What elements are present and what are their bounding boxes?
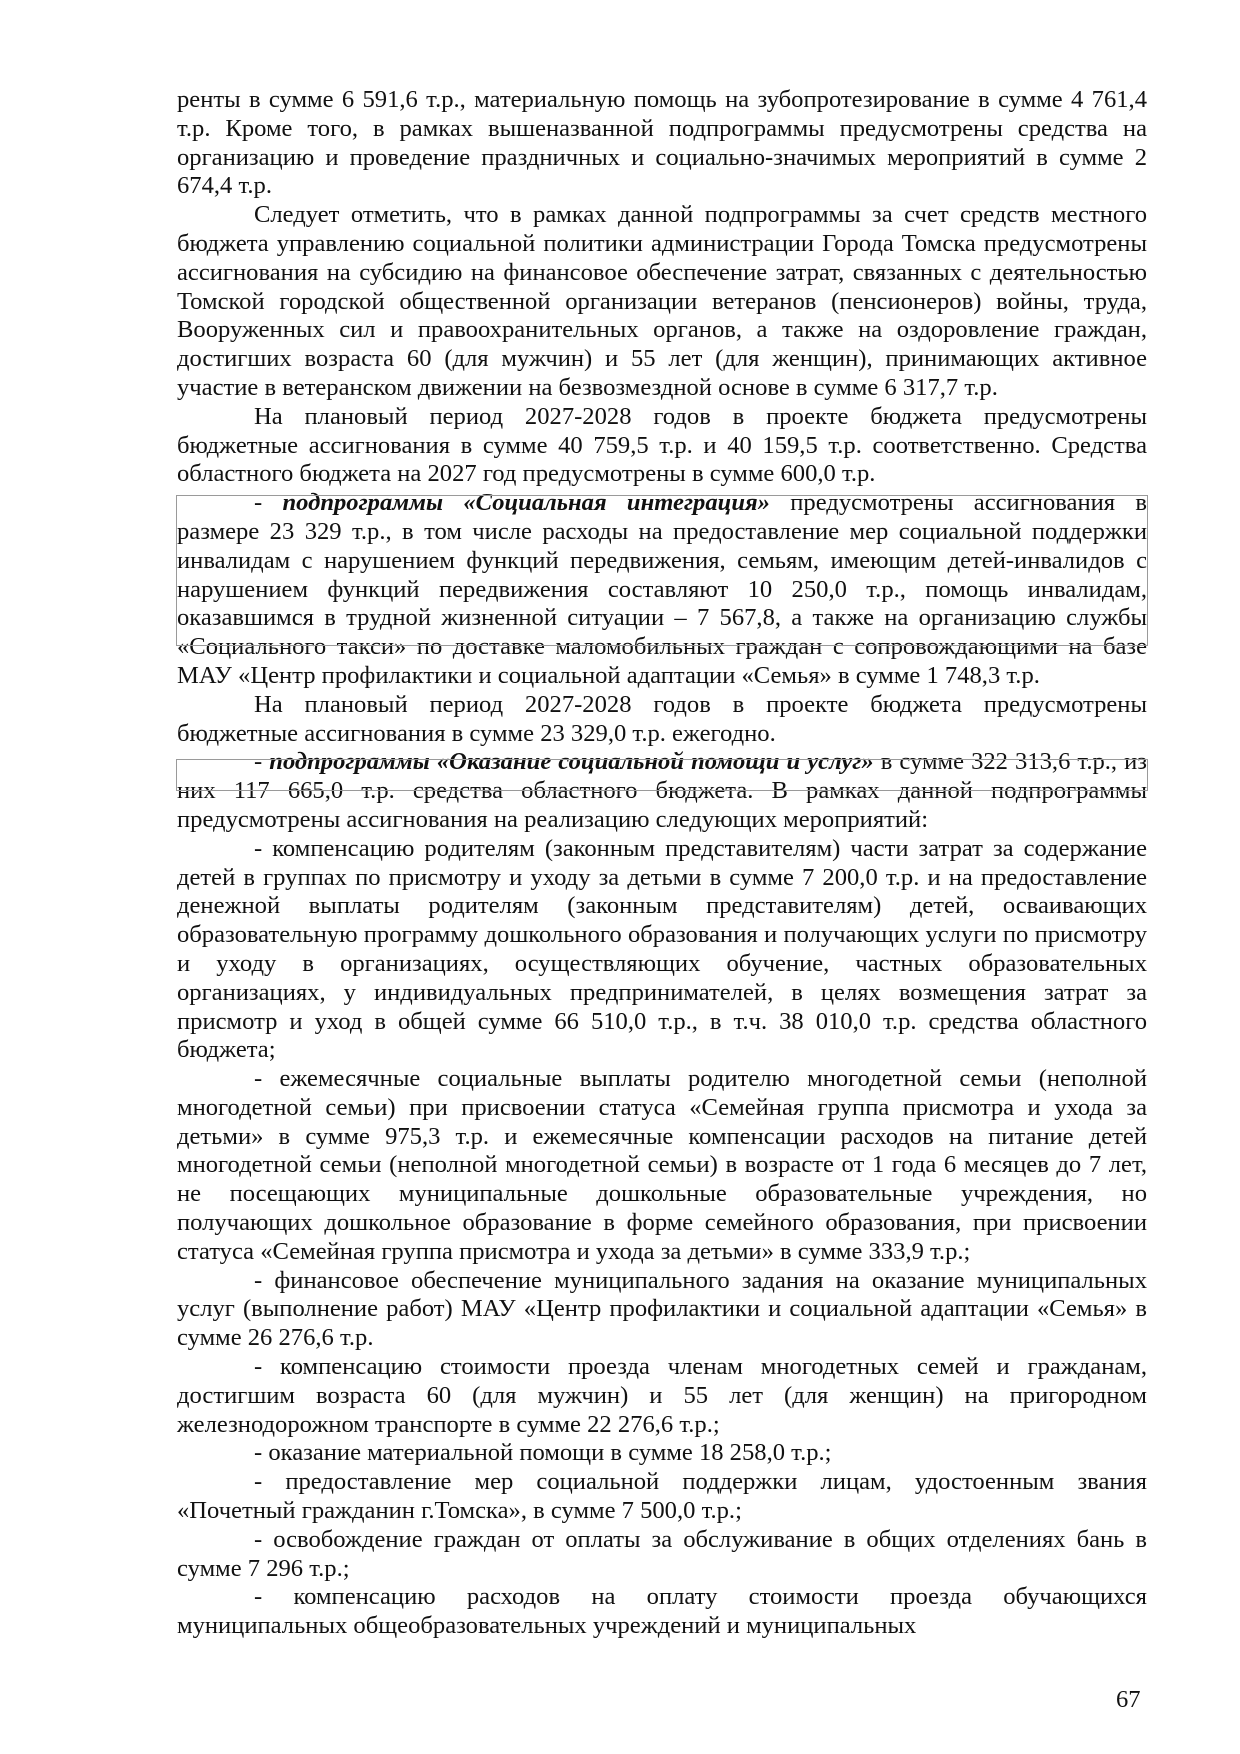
paragraph-text: в сумме 322 313,6 т.р., из них 117 665,0 т.р. средства областного бюджета. В рамках данной подпрограммы предусмотрены ассигнования на реализацию следующих мероприятий: bbox=[177, 748, 1148, 833]
subprogram-title-social-integration: подпрограммы «Социальная интеграция» bbox=[282, 489, 770, 517]
page-number: 67 bbox=[1116, 1686, 1141, 1713]
list-dash: - bbox=[254, 489, 283, 517]
list-item: - компенсацию родителям (законным представителям) части затрат за содержание детей в группах по присмотру и уходу за детьми в сумме 7 200,0 т.р. и на предоставление денежной выплаты родителям (законным представителям) детей, осваивающих образовательную программу дошкольного образования и получающих услуги по присмотру и уходу в организациях, осуществляющих обучение, частных образовательных организациях, у индивидуальных предпринимателей, в целях возмещения затрат за присмотр и уход в общей сумме 66 510,0 т.р., в т.ч. 38 010,0 т.р. средства областного бюджета; bbox=[177, 834, 1147, 1064]
paragraph-1: ренты в сумме 6 591,6 т.р., материальную помощь на зубопротезирование в сумме 4 761,4 т.р. Кроме того, в рамках вышеназванной подпрограммы предусмотрены средства на организацию и проведение праздничных и социально-значимых мероприятий в сумме 2 674,4 т.р. bbox=[177, 86, 1147, 200]
paragraph-social-integration bbox=[177, 489, 1147, 691]
list-dash: - bbox=[254, 748, 270, 776]
list-item: - компенсацию расходов на оплату стоимости проезда обучающихся муниципальных общеобразовательных учреждений и муниципальных bbox=[177, 1583, 1147, 1640]
list-item: - компенсацию стоимости проезда членам многодетных семей и гражданам, достигшим возраста 60 (для мужчин) и 55 лет (для женщин) на пригородном железнодорожном транспорте в сумме 22 276,6 т.р.; bbox=[177, 1353, 1147, 1438]
paragraph-text: предусмотрены ассигнования в размере 23 329 т.р., в том числе расходы на предоставление мер социальной поддержки инвалидам с нарушением функций передвижения, семьям, имеющим детей-инвалидов с нарушением функций передвижения составляют 10 250,0 т.р., помощь инвалидам, оказавшимся в трудной жизненной ситуации – 7 567,8, а также на организацию службы «Социального такси» по доставке маломобильных граждан с сопровождающими на базе МАУ «Центр профилактики и социальной адаптации «Семья» в сумме 1 748,3 т.р. bbox=[177, 489, 1147, 689]
list-item: - финансовое обеспечение муниципального задания на оказание муниципальных услуг (выполнение работ) МАУ «Центр профилактики и социальной адаптации «Семья» в сумме 26 276,6 т.р. bbox=[177, 1266, 1147, 1352]
list-item: - освобождение граждан от оплаты за обслуживание в общих отделениях бань в сумме 7 296 т.р.; bbox=[177, 1525, 1147, 1582]
paragraph-social-assistance bbox=[177, 748, 1147, 834]
paragraph-3: На плановый период 2027-2028 годов в проекте бюджета предусмотрены бюджетные ассигнования в сумме 40 759,5 т.р. и 40 159,5 т.р. соответственно. Средства областного бюджета на 2027 год предусмотрены в сумме 600,0 т.р. bbox=[177, 402, 1147, 488]
document-page bbox=[177, 86, 1147, 1641]
paragraph-5: На плановый период 2027-2028 годов в проекте бюджета предусмотрены бюджетные ассигнования в сумме 23 329,0 т.р. ежегодно. bbox=[177, 690, 1147, 747]
paragraph-2: Следует отметить, что в рамках данной подпрограммы за счет средств местного бюджета управлению социальной политики администрации Города Томска предусмотрены ассигнования на субсидию на финансовое обеспечение затрат, связанных с деятельностью Томской городской общественной организации ветеранов (пенсионеров) войны, труда, Вооруженных сил и правоохранительных органов, а также на оздоровление граждан, достигших возраста 60 (для мужчин) и 55 лет (для женщин), принимающих активное участие в ветеранском движении на безвозмездной основе в сумме 6 317,7 т.р. bbox=[177, 201, 1147, 401]
list-item: - предоставление мер социальной поддержки лицам, удостоенным звания «Почетный гражданин г.Томска», в сумме 7 500,0 т.р.; bbox=[177, 1468, 1147, 1525]
list-item: - ежемесячные социальные выплаты родителю многодетной семьи (неполной многодетной семьи) при присвоении статуса «Семейная группа присмотра и ухода за детьми» в сумме 975,3 т.р. и ежемесячные компенсации расходов на питание детей многодетной семьи (неполной многодетной семьи) в возрасте от 1 года 6 месяцев до 7 лет, не посещающих муниципальные дошкольные образовательные учреждения, но получающих дошкольное образование в форме семейного образования, при присвоении статуса «Семейная группа присмотра и ухода за детьми» в сумме 333,9 т.р.; bbox=[177, 1065, 1147, 1265]
subprogram-title-social-assistance: подпрограммы «Оказание социальной помощи и услуг» bbox=[269, 748, 874, 776]
list-item: - оказание материальной помощи в сумме 18 258,0 т.р.; bbox=[254, 1439, 832, 1467]
